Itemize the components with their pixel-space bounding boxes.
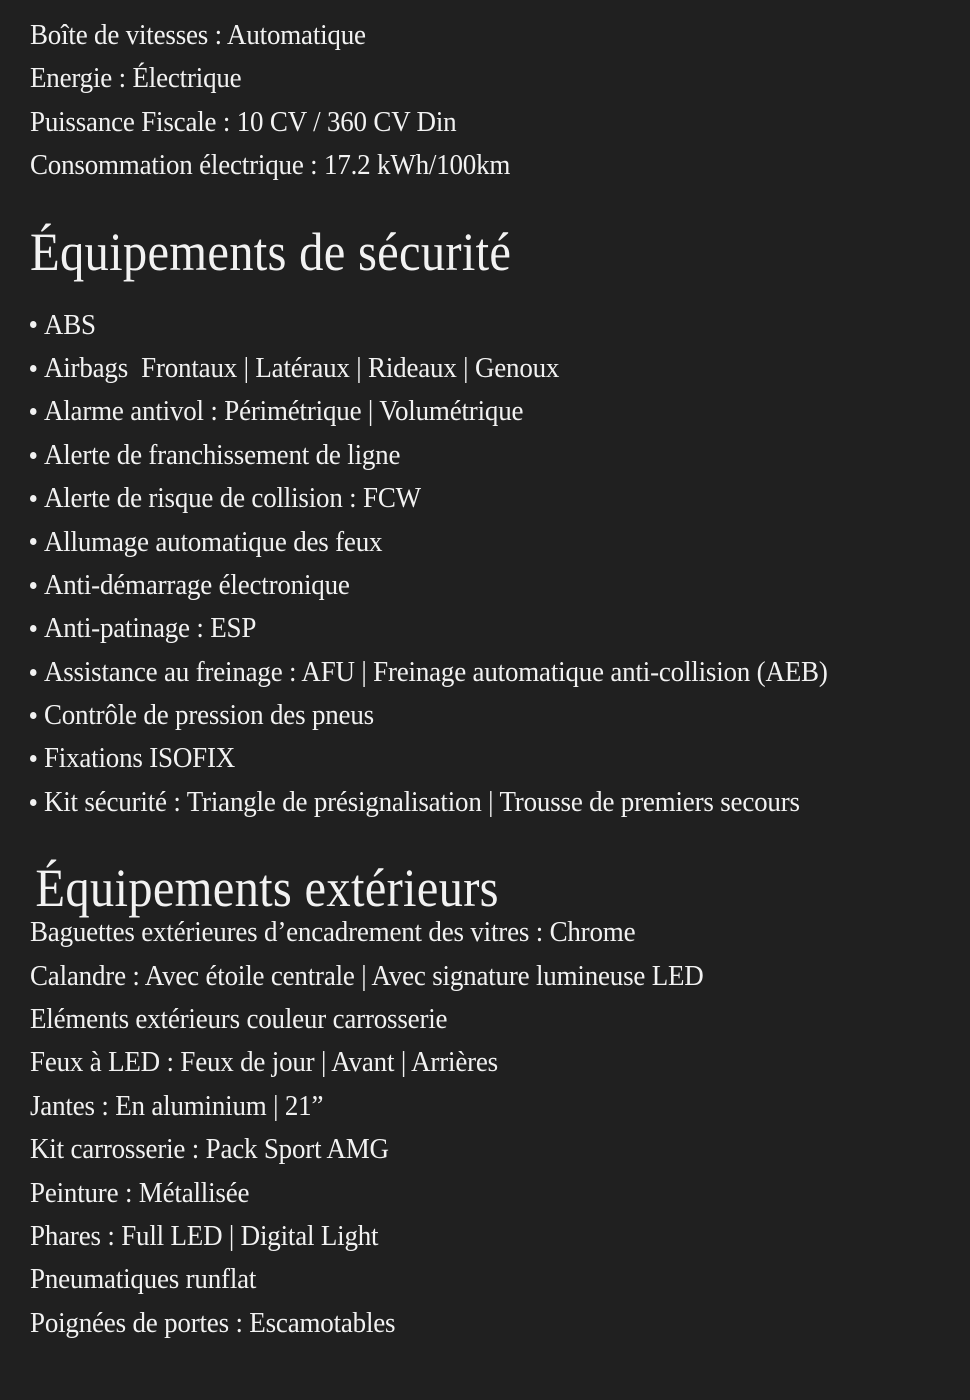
list-item-label: Kit sécurité : Triangle de présignalisation | Trousse de premiers secours	[43, 785, 800, 818]
list-item: Feux à LED : Feux de jour | Avant | Arrières	[30, 1046, 498, 1079]
bullet-icon	[30, 799, 37, 806]
bullet-icon	[30, 408, 37, 415]
list-item	[30, 607, 890, 650]
bullet-icon	[30, 582, 37, 589]
bullet-icon	[30, 625, 37, 632]
list-item	[30, 477, 890, 520]
list-item: Kit carrosserie : Pack Sport AMG	[30, 1133, 389, 1166]
list-item: Peinture : Métallisée	[30, 1176, 250, 1209]
list-item: Eléments extérieurs couleur carrosserie	[30, 1003, 448, 1036]
list-item	[30, 694, 890, 737]
list-item	[30, 737, 890, 780]
list-item: Calandre : Avec étoile centrale | Avec signature lumineuse LED	[30, 959, 704, 992]
list-item: Baguettes extérieures d’encadrement des vitres : Chrome	[30, 916, 636, 949]
list-item-label: Contrôle de pression des pneus	[43, 699, 374, 732]
spec-gearbox: Boîte de vitesses : Automatique	[30, 19, 366, 51]
bullet-icon	[30, 495, 37, 502]
list-item-label: ABS	[43, 308, 96, 341]
list-item-label: Fixations ISOFIX	[43, 742, 236, 775]
bullet-icon	[30, 452, 37, 459]
list-item-label: Airbags Frontaux | Latéraux | Rideaux | Genoux	[43, 351, 560, 384]
list-item	[30, 304, 890, 347]
list-item-label: Alarme antivol : Périmétrique | Volumétrique	[43, 395, 524, 428]
vehicle-spec-sheet	[30, 14, 955, 1345]
list-item: Pneumatiques runflat	[30, 1263, 257, 1296]
list-item-label: Anti-démarrage électronique	[43, 568, 350, 601]
bullet-icon	[30, 712, 37, 719]
list-item	[30, 347, 890, 390]
list-item	[30, 781, 890, 824]
spec-consumption: Consommation électrique : 17.2 kWh/100km	[30, 149, 511, 182]
security-list	[30, 304, 955, 825]
bullet-icon	[30, 538, 37, 545]
list-item: Jantes : En aluminium | 21”	[30, 1089, 324, 1122]
list-item	[30, 434, 890, 477]
list-item	[30, 651, 890, 694]
list-item	[30, 564, 890, 607]
list-item: Poignées de portes : Escamotables	[30, 1306, 396, 1339]
exterior-list	[30, 911, 955, 1345]
list-item-label: Alerte de franchissement de ligne	[43, 438, 401, 471]
bullet-icon	[30, 669, 37, 676]
list-item	[30, 390, 890, 433]
bullet-icon	[30, 755, 37, 762]
list-item	[30, 521, 890, 564]
exterior-heading: Équipements extérieurs	[35, 858, 499, 919]
list-item-label: Assistance au freinage : AFU | Freinage automatique anti-collision (AEB)	[43, 655, 828, 688]
bullet-icon	[30, 365, 37, 372]
security-heading: Équipements de sécurité	[30, 221, 512, 282]
spec-power: Puissance Fiscale : 10 CV / 360 CV Din	[30, 105, 457, 138]
list-item-label: Anti-patinage : ESP	[43, 612, 257, 645]
list-item-label: Alerte de risque de collision : FCW	[43, 482, 421, 515]
list-item-label: Allumage automatique des feux	[43, 525, 383, 558]
bullet-icon	[30, 321, 37, 328]
specs-block	[30, 14, 955, 188]
list-item: Phares : Full LED | Digital Light	[30, 1219, 379, 1252]
spec-energy: Energie : Électrique	[30, 62, 242, 95]
